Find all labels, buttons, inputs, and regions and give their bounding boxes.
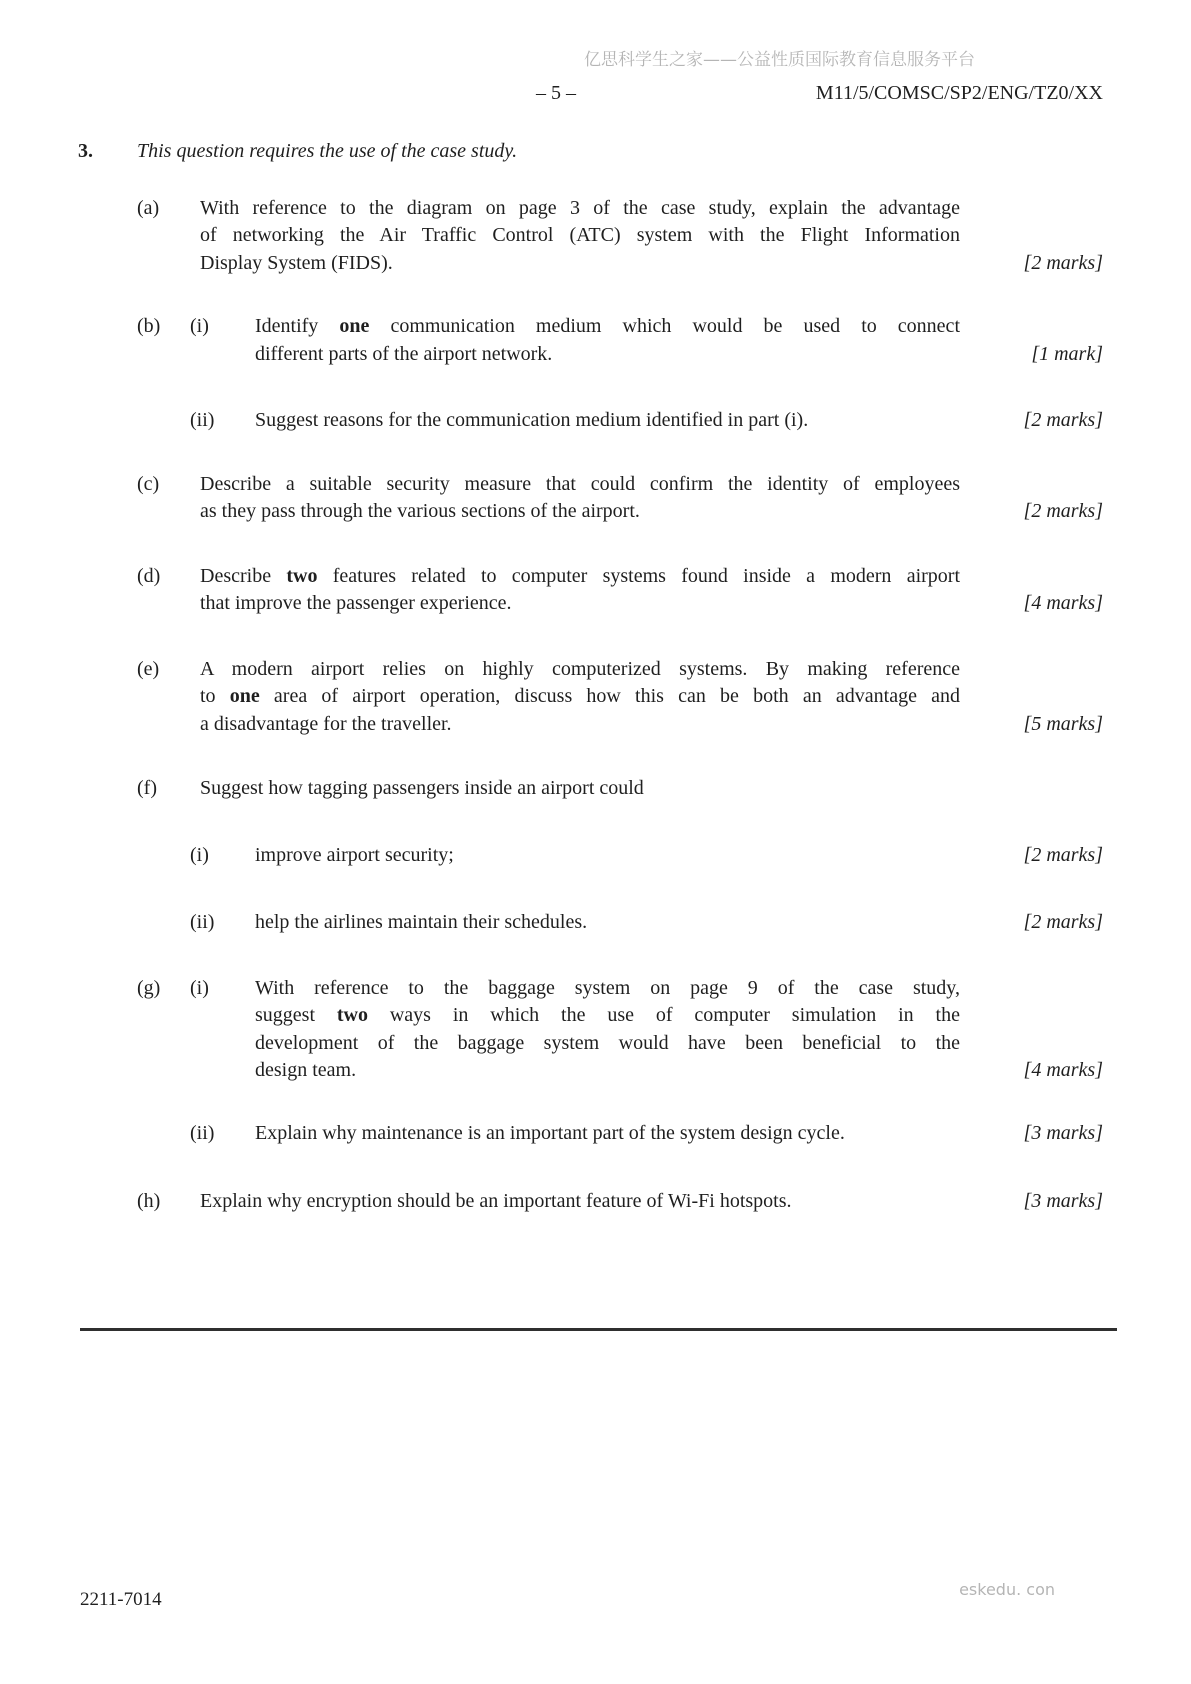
question-part-h [137,1188,1103,1216]
question-part-d [137,563,1103,618]
marks-label: [2 marks] [1023,409,1103,431]
text-line [255,341,960,369]
part-text [200,563,960,618]
part-text [255,842,960,870]
text-segment: area of airport operation, discuss how this can be both an advantage and [259,685,961,707]
question-heading [78,138,1103,166]
question-part-g [137,975,1103,1148]
question-part-a [137,195,1103,278]
part-label: (g) [137,976,161,999]
text-line [200,498,960,526]
part-label: (c) [137,472,160,495]
part-label: (i) [190,315,209,337]
text-line [200,222,960,250]
marks-label: [4 marks] [1023,1059,1103,1081]
part-text [200,195,960,278]
text-segment: Display System (FIDS). [200,251,393,274]
part-label: (h) [137,1190,161,1212]
text-segment: With reference to the diagram on page 3 of the case study, explain the advantage [200,196,960,219]
text-segment: of networking the Air Traffic Control (ATC) system with the Flight Information [200,224,960,246]
footer-divider-line [80,1328,1117,1331]
part-text [255,407,960,435]
part-text [255,1120,960,1148]
footer-reference-code: 2211-7014 [80,1589,162,1610]
text-segment: design team. [255,1059,357,1081]
marks-label: [4 marks] [1023,592,1103,614]
question-subpart-f-ii [190,909,1103,937]
question-intro: This question requires the use of the case study. [137,140,518,162]
text-line [200,656,960,684]
question-3 [78,0,1103,1216]
text-line [200,250,960,278]
text-segment: as they pass through the various sections of the airport. [200,500,640,522]
text-segment: Explain why maintenance is an important part of the system design cycle. [255,1121,845,1144]
question-subpart-g-ii [190,1120,1103,1148]
text-segment: to [200,685,230,707]
text-line [200,711,960,739]
part-label: (ii) [190,911,215,933]
marks-label: [2 marks] [1023,911,1103,933]
marks-label: [2 marks] [1023,500,1103,522]
part-label: (d) [137,564,161,587]
part-text [200,1188,960,1216]
text-segment: communication medium which would be used to connect [369,315,960,337]
question-subpart-b-i [190,313,1103,368]
question-subpart-b-ii [190,407,1103,435]
part-label: (a) [137,196,160,219]
text-line [255,1120,960,1148]
part-label: (b) [137,315,161,337]
text-segment: features related to computer systems found inside a modern airport [317,564,961,587]
text-line [255,842,960,870]
text-segment: that improve the passenger experience. [200,592,512,614]
text-segment: A modern airport relies on highly computerized systems. By making reference [200,657,960,680]
text-segment: one [339,315,370,337]
part-text [200,775,960,803]
text-segment: Identify [255,315,340,337]
text-segment: ways in which the use of computer simulation in the [367,1004,960,1026]
text-line [200,1188,960,1216]
text-line [255,1030,960,1058]
text-segment: development of the baggage system would have been beneficial to the [255,1031,960,1054]
part-text [200,656,960,739]
text-segment: different parts of the airport network. [255,342,553,365]
text-segment: suggest [255,1004,337,1026]
text-segment: two [336,1004,368,1026]
question-part-b [137,313,1103,435]
part-label: (i) [190,843,209,866]
part-text [200,471,960,526]
subparts-column [190,975,1103,1148]
marks-label: [3 marks] [1023,1190,1103,1212]
part-label: (f) [137,777,157,799]
text-line [200,471,960,499]
page-number: – 5 – [536,82,576,104]
text-segment: one [229,685,260,707]
text-segment: two [286,564,318,587]
text-line [255,407,960,435]
text-line [200,683,960,711]
text-segment: Suggest reasons for the communication medium identified in part (i). [255,409,809,431]
marks-label: [1 mark] [1031,342,1103,365]
text-line [200,775,960,803]
part-text [255,909,960,937]
text-segment: Describe a suitable security measure that could confirm the identity of employees [200,472,960,495]
question-part-e [137,656,1103,739]
text-segment: improve airport security; [255,843,454,866]
text-segment: a disadvantage for the traveller. [200,712,452,735]
header-watermark: 亿思科学生之家——公益性质国际教育信息服务平台 [584,50,975,70]
question-number: 3. [78,140,93,162]
question-parts [78,195,1103,1216]
text-line [200,590,960,618]
part-label: (ii) [190,409,215,431]
text-line [200,563,960,591]
text-segment: help the airlines maintain their schedules. [255,911,588,933]
question-subpart-g-i [190,975,1103,1085]
text-line [255,1002,960,1030]
text-line [200,195,960,223]
part-label: (i) [190,976,209,999]
question-subpart-f-i [190,842,1103,870]
part-text [255,313,960,368]
text-segment: Describe [200,564,287,587]
text-line [255,909,960,937]
marks-label: [2 marks] [1023,251,1103,274]
subparts-column [190,313,1103,435]
question-part-c [137,471,1103,526]
text-segment: Explain why encryption should be an important feature of Wi-Fi hotspots. [200,1190,792,1212]
text-line [255,975,960,1003]
question-part-f [137,775,1103,803]
text-segment: Suggest how tagging passengers inside an airport could [200,777,644,799]
part-label: (ii) [190,1121,215,1144]
part-label: (e) [137,657,160,680]
part-text [255,975,960,1085]
marks-label: [5 marks] [1023,712,1103,735]
text-line [255,313,960,341]
text-segment: With reference to the baggage system on page 9 of the case study, [255,976,960,999]
footer-watermark: eskedu. con [959,1580,1055,1599]
marks-label: [2 marks] [1023,843,1103,866]
paper-code: M11/5/COMSC/SP2/ENG/TZ0/XX [815,82,1103,104]
marks-label: [3 marks] [1023,1121,1103,1144]
text-line [255,1057,960,1085]
